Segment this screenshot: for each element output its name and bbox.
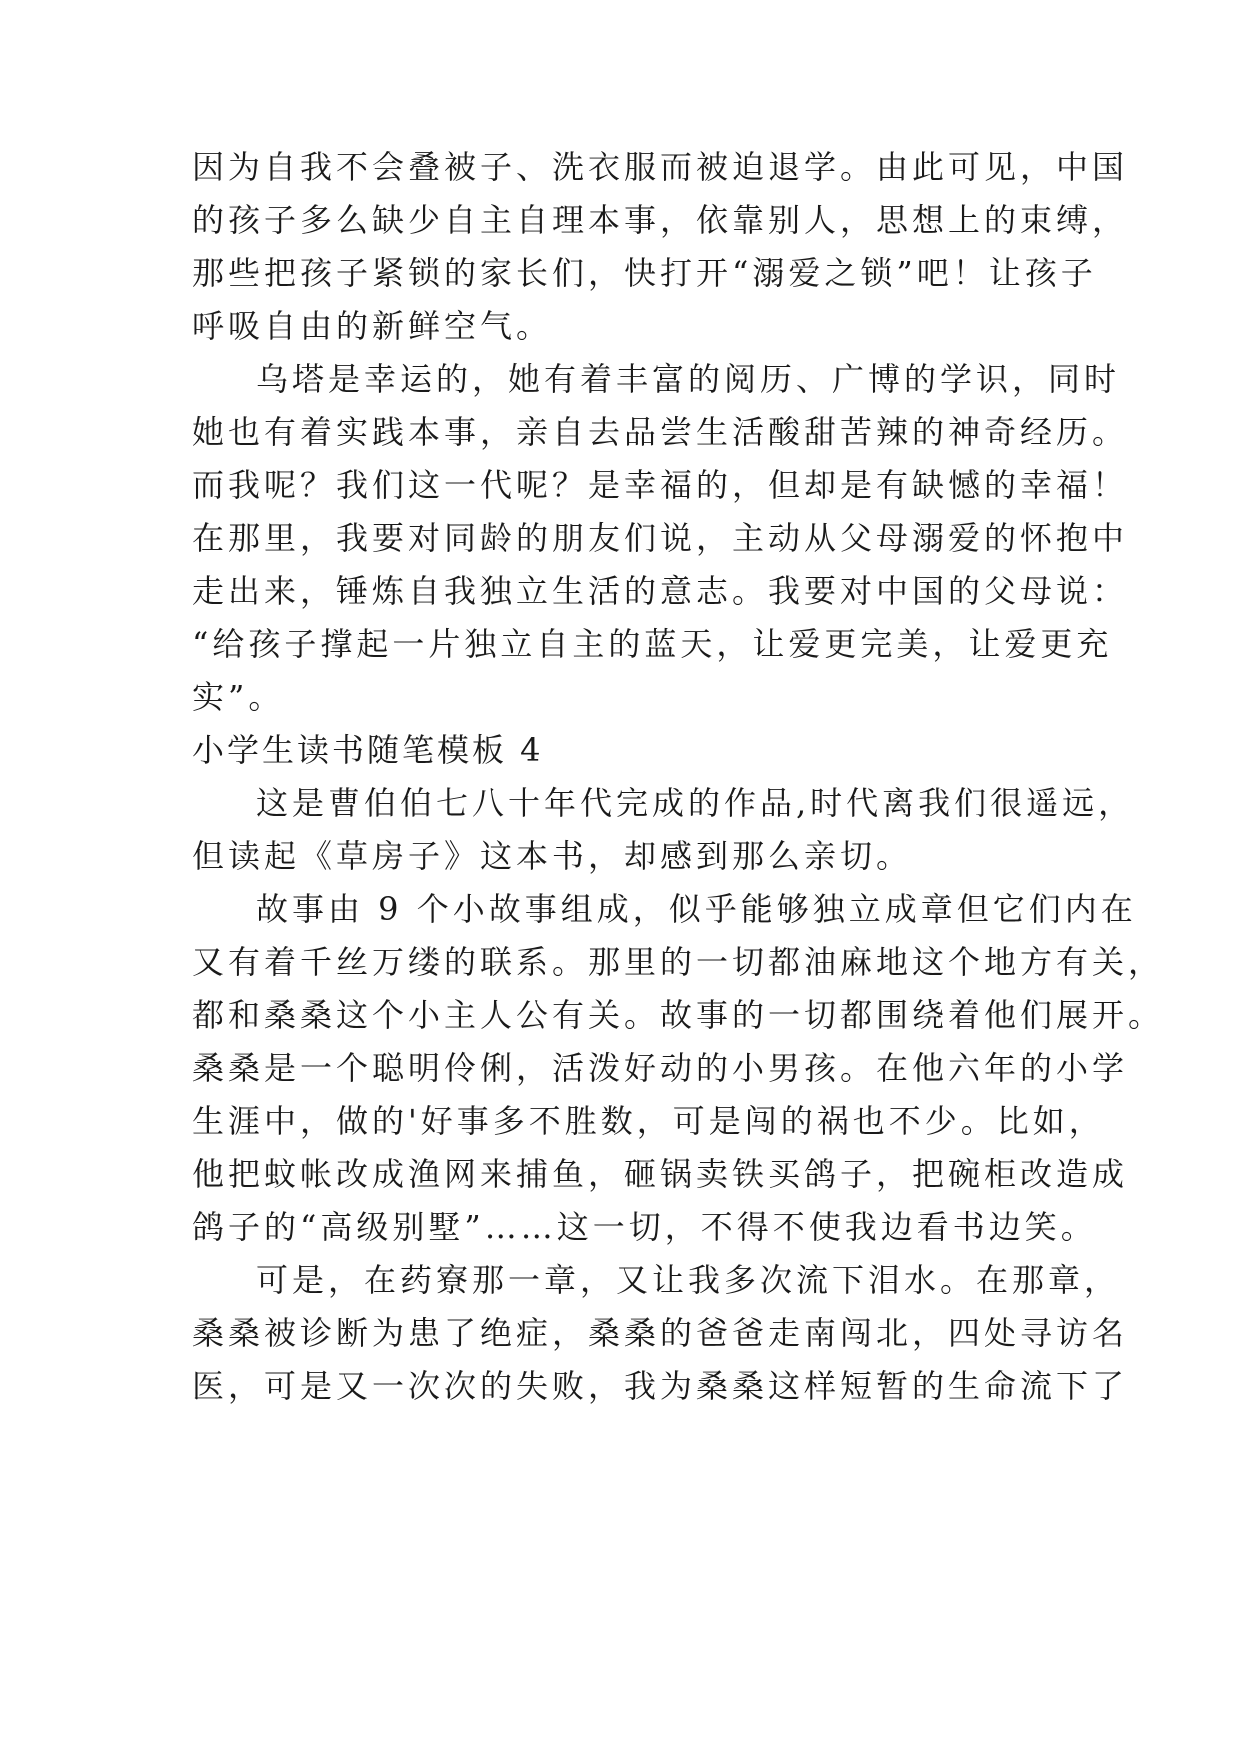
paragraph-line: 都和桑桑这个小主人公有关。故事的一切都围绕着他们展开。 bbox=[192, 996, 1165, 1034]
paragraph-line: 在那里，我要对同龄的朋友们说，主动从父母溺爱的怀抱中 bbox=[192, 519, 1129, 557]
paragraph-line: 实”。 bbox=[192, 678, 285, 716]
paragraph-line: 鸽子的“高级别墅”……这一切，不得不使我边看书边笑。 bbox=[192, 1208, 1097, 1246]
paragraph-line: 而我呢？我们这一代呢？是幸福的，但却是有缺憾的幸福！ bbox=[192, 466, 1129, 504]
paragraph-line: 呼吸自由的新鲜空气。 bbox=[192, 307, 553, 345]
paragraph-line: 故事由 9 个小故事组成，似乎能够独立成章但它们内在 bbox=[256, 890, 1137, 928]
paragraph-line: 医，可是又一次次的失败，我为桑桑这样短暂的生命流下了 bbox=[192, 1367, 1129, 1405]
paragraph-line: 可是，在药寮那一章，又让我多次流下泪水。在那章， bbox=[256, 1261, 1121, 1299]
paragraph-line: 桑桑是一个聪明伶俐，活泼好动的小男孩。在他六年的小学 bbox=[192, 1049, 1129, 1087]
paragraph-line: 走出来，锤炼自我独立生活的意志。我要对中国的父母说： bbox=[192, 572, 1129, 610]
paragraph-line: “给孩子撑起一片独立自主的蓝天，让爱更完美，让爱更充 bbox=[192, 625, 1113, 663]
paragraph-line: 的孩子多么缺少自主自理本事，依靠别人，思想上的束缚， bbox=[192, 201, 1129, 239]
paragraph-line: 生涯中，做的'好事多不胜数，可是闯的祸也不少。比如， bbox=[192, 1102, 1105, 1140]
paragraph-line: 桑桑被诊断为患了绝症，桑桑的爸爸走南闯北，四处寻访名 bbox=[192, 1314, 1129, 1352]
paragraph-line: 又有着千丝万缕的联系。那里的一切都油麻地这个地方有关， bbox=[192, 943, 1165, 981]
paragraph-line: 这是曹伯伯七八十年代完成的作品,时代离我们很遥远， bbox=[256, 784, 1135, 822]
paragraph-line: 她也有着实践本事，亲自去品尝生活酸甜苦辣的神奇经历。 bbox=[192, 413, 1129, 451]
paragraph-line: 那些把孩子紧锁的家长们，快打开“溺爱之锁”吧！让孩子 bbox=[192, 254, 1097, 292]
paragraph-line: 但读起《草房子》这本书，却感到那么亲切。 bbox=[192, 837, 913, 875]
paragraph-line: 乌塔是幸运的，她有着丰富的阅历、广博的学识，同时 bbox=[256, 360, 1121, 398]
paragraph-line: 他把蚊帐改成渔网来捕鱼，砸锅卖铁买鸽子，把碗柜改造成 bbox=[192, 1155, 1129, 1193]
paragraph-line: 因为自我不会叠被子、洗衣服而被迫退学。由此可见，中国 bbox=[192, 148, 1129, 186]
section-heading: 小学生读书随笔模板 4 bbox=[192, 731, 544, 769]
